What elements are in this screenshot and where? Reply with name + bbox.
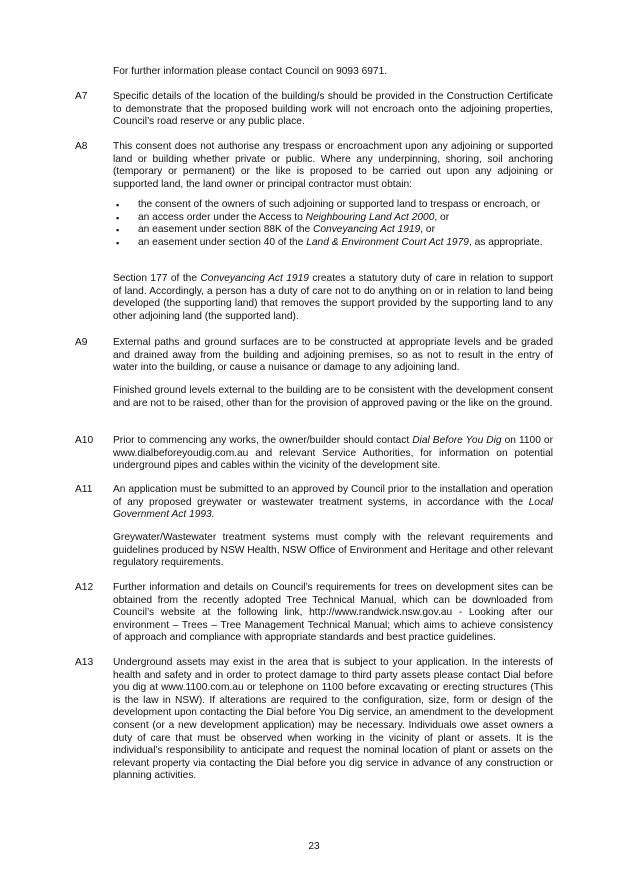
- condition-a9-paragraph-2: Finished ground levels external to the building are to be consistent with the development consent and are not to be raised, other than for the provision of approved paving or the like on the ground.: [113, 385, 553, 409]
- list-item: ▪ an access order under the Access to Neighbouring Land Act 2000, or: [113, 212, 553, 225]
- condition-number-a9: A9: [75, 337, 88, 348]
- page-number: 23: [308, 841, 320, 852]
- condition-number-a13: A13: [75, 657, 94, 668]
- condition-number-a12: A12: [75, 582, 94, 593]
- list-item: ▪ an easement under section 40 of the Land & Environment Court Act 1979, as appropriate.: [113, 237, 553, 250]
- condition-a8-paragraph-2: Section 177 of the Conveyancing Act 1919 creates a statutory duty of care in relation to support of land. Accordingly, a person has a duty of care not to do anything on or in relation to land being developed (the supporting land) that removes the support provided by the supporting land to any other adjoining land (the supported land).: [113, 273, 553, 322]
- list-item: ▪ the consent of the owners of such adjoining or supported land to trespass or encroach, or: [113, 199, 553, 212]
- list-item: ▪ an easement under section 88K of the Conveyancing Act 1919, or: [113, 224, 553, 237]
- condition-number-a10: A10: [75, 435, 94, 446]
- condition-a7-text: Specific details of the location of the building/s should be provided in the Construction Certificate to demonstrate that the proposed building work will not encroach onto the adjoining properties, Council’s road reserve or any public place.: [113, 91, 553, 128]
- condition-a11-text: An application must be submitted to an approved by Council prior to the installation and operation of any proposed greywater or wastewater treatment systems, in accordance with the Local Government Act 1993.: [113, 484, 553, 521]
- condition-a12-text: Further information and details on Council’s requirements for trees on development sites can be obtained from the recently adopted Tree Technical Manual, which can be downloaded from Council’s website at the following link, http://www.randwick.nsw.gov.au - Looking after our environment – Trees – Tree Management Technical Manual; which aims to achieve consistency of approach and compliance with appropriate standards and best practice guidelines.: [113, 582, 553, 644]
- condition-a11-paragraph-2: Greywater/Wastewater treatment systems must comply with the relevant requirements and guidelines produced by NSW Health, NSW Office of Environment and Heritage and other relevant regulatory requirements.: [113, 532, 553, 569]
- condition-a9-text: External paths and ground surfaces are to be constructed at appropriate levels and be graded and drained away from the building and adjoining premises, so as not to result in the entry of water into the building, or cause a nuisance or damage to any adjoining land.: [113, 337, 553, 374]
- intro-text: For further information please contact Council on 9093 6971.: [113, 66, 388, 77]
- condition-a13-text: Underground assets may exist in the area that is subject to your application. In the interests of health and safety and in order to protect damage to third party assets please contact Dial before you dig at www.1100.com.au or telephone on 1100 before excavating or erecting structures (This is the law in NSW). If alterations are required to the configuration, size, form or design of the development upon contacting the Dial before You Dig service, an amendment to the development consent (or a new development application) may be necessary. Individuals owe asset owners a duty of care that must be observed when working in the vicinity of plant or assets. It is the individual’s responsibility to anticipate and request the nominal location of plant or assets on the relevant property via contacting the Dial before you dig service in advance of any construction or planning activities.: [113, 657, 553, 782]
- condition-a8-text: This consent does not authorise any trespass or encroachment upon any adjoining or supported land or building whether private or public. Where any underpinning, shoring, soil anchoring (temporary or permanent) or the like is proposed to be carried out upon any adjoining or supported land, the land owner or principal contractor must obtain:: [113, 141, 553, 190]
- condition-number-a7: A7: [75, 91, 88, 102]
- condition-number-a11: A11: [75, 484, 93, 495]
- consent-requirements-list: [113, 199, 553, 249]
- condition-a10-text: Prior to commencing any works, the owner/builder should contact Dial Before You Dig on 1100 or www.dialbeforeyoudig.com.au and relevant Service Authorities, for information on potential underground pipes and cables within the vicinity of the development site.: [113, 435, 553, 472]
- condition-number-a8: A8: [75, 141, 88, 152]
